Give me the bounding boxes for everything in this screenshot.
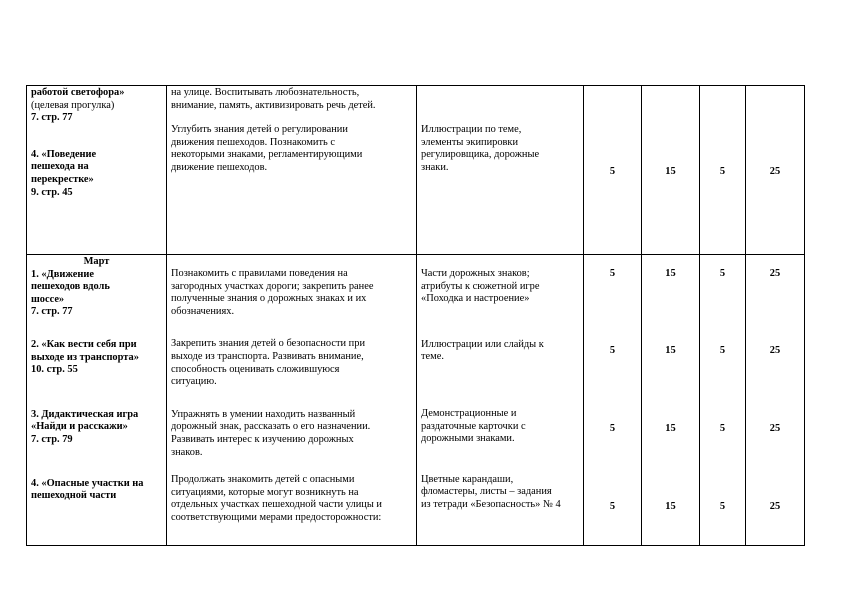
hours-value: 25 — [769, 423, 781, 434]
material-text: элементы экипировки — [421, 136, 519, 148]
hours-value: 25 — [769, 268, 781, 279]
hours-cell — [700, 86, 746, 255]
topic-title: 1. «Движение — [31, 268, 94, 280]
goals-cell — [167, 86, 417, 255]
goal-text: полученные знания о дорожных знаках и их — [171, 293, 367, 305]
hours-value: 5 — [609, 268, 616, 279]
topic-reference: 7. стр. 77 — [31, 306, 73, 318]
goal-text: движения пешеходов. Познакомить с — [171, 136, 335, 148]
goal-text: некоторыми знаками, регламентирующими — [171, 149, 363, 161]
topic-title: 2. «Как вести себя при — [31, 338, 137, 350]
topic-title: 4. «Опасные участки на — [31, 477, 144, 489]
hours-value: 5 — [719, 501, 726, 512]
goal-text: способность оценивать сложившуюся — [171, 363, 340, 375]
materials-cell — [417, 86, 584, 255]
table-row — [27, 255, 805, 546]
topic-title: «Найди и расскажи» — [31, 421, 128, 433]
topic-title: работой светофора» — [31, 87, 125, 98]
goal-text: Углубить знания детей о регулировании — [171, 124, 348, 136]
material-text: теме. — [421, 351, 444, 363]
lesson-plan-table — [26, 85, 805, 546]
goal-text: на улице. Воспитывать любознательность, — [171, 87, 360, 98]
material-text: регулировщика, дорожные — [421, 149, 540, 161]
goal-text: ситуацию. — [171, 376, 217, 388]
goal-text: ситуациями, которые могут возникнуть на — [171, 486, 359, 498]
goal-text: Продолжать знакомить детей с опасными — [171, 474, 355, 486]
goal-text: Развивать интерес к изучению дорожных — [171, 433, 354, 445]
topic-reference: 7. стр. 77 — [31, 112, 73, 124]
goal-text: дорожный знак, рассказать о его назначении. — [171, 421, 371, 433]
topic-title: пешеходной части — [31, 490, 117, 502]
topic-title: перекрестке» — [31, 173, 94, 185]
table-row — [27, 86, 805, 255]
topic-cell — [27, 255, 167, 546]
goal-text: выходе из транспорта. Развивать внимание, — [171, 350, 364, 362]
material-text: Демонстрационные и — [421, 407, 517, 419]
hours-cell — [584, 255, 642, 546]
material-text: атрибуты к сюжетной игре — [421, 280, 540, 292]
hours-value: 5 — [609, 501, 616, 512]
topic-title: 3. Дидактическая игра — [31, 408, 139, 420]
hours-value: 15 — [665, 345, 676, 356]
hours-cell — [642, 255, 700, 546]
hours-value: 15 — [665, 423, 676, 434]
hours-value: 25 — [769, 345, 781, 356]
hours-value: 5 — [719, 345, 726, 356]
hours-cell — [746, 86, 805, 255]
hours-value: 5 — [719, 166, 726, 177]
hours-value: 5 — [609, 423, 616, 434]
month-heading: Март — [83, 256, 110, 267]
hours-cell — [584, 86, 642, 255]
hours-value: 15 — [665, 166, 676, 177]
goals-cell — [167, 255, 417, 546]
topic-title: выходе из транспорта» — [31, 351, 139, 363]
goal-text: обозначениях. — [171, 305, 235, 317]
hours-value: 15 — [665, 501, 676, 512]
hours-value: 5 — [609, 345, 616, 356]
topic-title: пешехода на — [31, 161, 89, 173]
materials-cell — [417, 255, 584, 546]
topic-reference: 10. стр. 55 — [31, 364, 78, 376]
goal-text: отдельных участках пешеходной части улицы и — [171, 499, 382, 511]
topic-reference: 7. стр. 79 — [31, 433, 73, 445]
hours-cell — [700, 255, 746, 546]
material-text: Иллюстрации или слайды к — [421, 338, 544, 350]
goal-text: загородных участках дороги; закрепить ранее — [171, 280, 374, 292]
topic-reference: 9. стр. 45 — [31, 186, 73, 198]
goal-text: Упражнять в умении находить названный — [171, 408, 356, 420]
goal-text: соответствующими мерами предосторожности: — [171, 511, 382, 523]
topic-title: шоссе» — [31, 293, 65, 305]
hours-value: 5 — [719, 423, 726, 434]
hours-value: 5 — [719, 268, 726, 279]
goal-text: Познакомить с правилами поведения на — [171, 268, 348, 279]
hours-cell — [642, 86, 700, 255]
hours-value: 15 — [665, 268, 676, 279]
material-text: из тетради «Безопасность» № 4 — [421, 498, 561, 510]
goal-text: движение пешеходов. — [171, 161, 268, 173]
material-text: фломастеры, листы – задания — [421, 486, 552, 498]
material-text: раздаточные карточки с — [421, 420, 526, 432]
material-text: «Походка и настроение» — [421, 293, 530, 305]
goal-text: знаков. — [171, 446, 203, 458]
material-text: знаки. — [421, 161, 449, 173]
material-text: Иллюстрации по теме, — [421, 124, 522, 135]
hours-value: 5 — [609, 166, 616, 177]
topic-title: пешеходов вдоль — [31, 281, 110, 293]
topic-subtitle: (целевая прогулка) — [31, 99, 115, 111]
hours-value: 25 — [769, 166, 781, 177]
topic-title: 4. «Поведение — [31, 148, 97, 160]
goal-text: внимание, память, активизировать речь детей. — [171, 99, 376, 111]
topic-cell — [27, 86, 167, 255]
material-text: Цветные карандаши, — [421, 473, 514, 485]
hours-cell — [746, 255, 805, 546]
material-text: дорожными знаками. — [421, 433, 515, 445]
hours-value: 25 — [769, 501, 781, 512]
material-text: Части дорожных знаков; — [421, 268, 530, 279]
goal-text: Закрепить знания детей о безопасности при — [171, 338, 366, 350]
